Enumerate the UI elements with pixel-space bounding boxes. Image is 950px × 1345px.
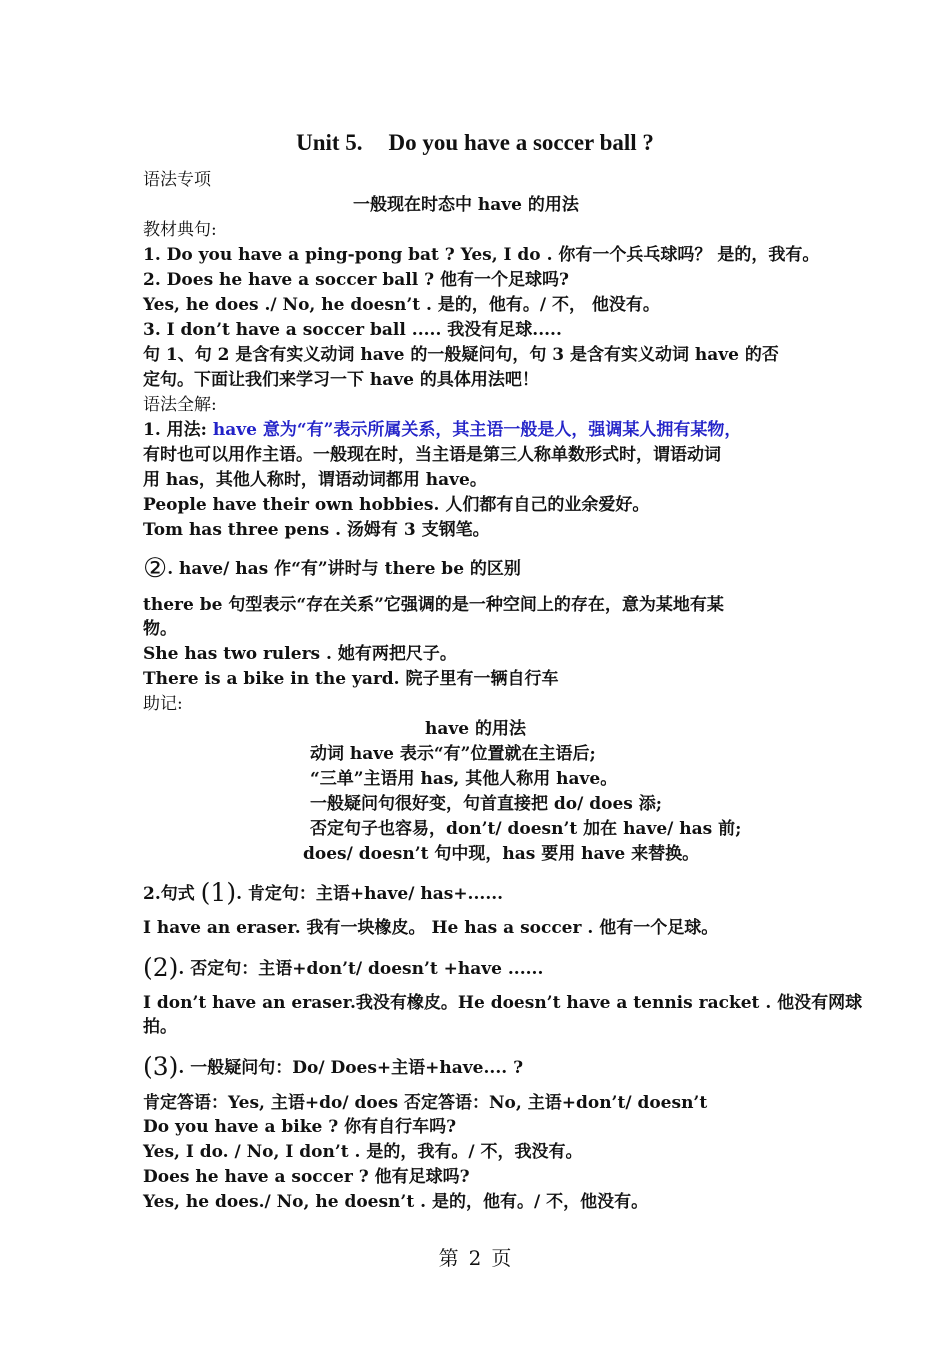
- examples-heading: 教材典句:: [143, 220, 217, 240]
- pattern-negative: [143, 953, 544, 982]
- pattern-text: . 肯定句：主语+have/ has+......: [236, 884, 504, 904]
- pattern-example: Do you have a bike ? 你有自行车吗?: [143, 1117, 457, 1137]
- poem-title: have 的用法: [425, 719, 526, 739]
- intro-line: 句 1、句 2 是含有实义动词 have 的一般疑问句，句 3 是含有实义动词 have 的否: [143, 345, 779, 365]
- difference-heading: [143, 553, 521, 584]
- pattern-text: . 一般疑问句：Do/ Does+主语+have.... ?: [178, 1058, 524, 1078]
- analysis-heading: 语法全解:: [143, 395, 217, 415]
- usage-line: 用 has，其他人称时，谓语动词都用 have。: [143, 470, 487, 490]
- usage-example: People have their own hobbies. 人们都有自己的业余爱好。: [143, 495, 650, 515]
- subtitle: 一般现在时态中 have 的用法: [353, 195, 579, 215]
- pattern-affirmative: [143, 878, 504, 907]
- pattern-example: I don’t have an eraser.我没有橡皮。He doesn’t have a tennis racket . 他没有网球: [143, 993, 863, 1013]
- difference-explain: 物。: [143, 619, 177, 639]
- intro-line: 定句。下面让我们来学习一下 have 的具体用法吧！: [143, 370, 539, 390]
- pattern-marker-3: (3): [143, 1052, 179, 1081]
- pattern-example: 拍。: [143, 1017, 177, 1037]
- poem-line: 否定句子也容易，don’t/ doesn’t 加在 have/ has 前;: [310, 819, 742, 839]
- usage-highlight: have 意为“有”表示所属关系，其主语一般是人，强调某人拥有某物，: [212, 420, 742, 440]
- pattern-example: I have an eraser. 我有一块橡皮。 He has a soccer . 他有一个足球。: [143, 918, 719, 938]
- footer-suffix: 页: [491, 1246, 512, 1270]
- example-line: Yes, he does ./ No, he doesn’t . 是的，他有。/ 不， 他没有。: [143, 295, 660, 315]
- pattern-example: Yes, I do. / No, I don’t . 是的，我有。/ 不，我没有。: [143, 1142, 583, 1162]
- pattern-marker-2: (2): [143, 953, 179, 982]
- circled-two-marker: ②: [143, 553, 168, 584]
- difference-explain: there be 句型表示“存在关系”它强调的是一种空间上的存在，意为某地有某: [143, 595, 724, 615]
- page-title: [0, 130, 950, 156]
- usage-line: 有时也可以用作主语。一般现在时，当主语是第三人称单数形式时，谓语动词: [143, 445, 721, 465]
- poem-line: 动词 have 表示“有”位置就在主语后;: [310, 744, 596, 764]
- footer-prefix: 第: [438, 1246, 459, 1270]
- difference-heading-text: . have/ has 作“有”讲时与 there be 的区别: [167, 559, 521, 579]
- pattern-marker-1: (1): [200, 878, 237, 907]
- pattern-example: Yes, he does./ No, he doesn’t . 是的，他有。/ 不，他没有。: [143, 1192, 649, 1212]
- pattern-example: Does he have a soccer ? 他有足球吗?: [143, 1167, 470, 1187]
- example-line: 2. Does he have a soccer ball ? 他有一个足球吗?: [143, 270, 569, 290]
- difference-example: She has two rulers . 她有两把尺子。: [143, 644, 457, 664]
- pattern-label: 2.句式: [143, 884, 201, 904]
- example-line: 3. I don’t have a soccer ball ..... 我没有足球.....: [143, 320, 562, 340]
- answer-forms: 肯定答语：Yes, 主语+do/ does 否定答语：No, 主语+don’t/ doesn’t: [143, 1093, 708, 1113]
- page-number: 2: [468, 1246, 482, 1270]
- memory-heading: 助记:: [143, 694, 183, 714]
- example-line: 1. Do you have a ping-pong bat ? Yes, I do . 你有一个兵乓球吗？ 是的，我有。: [143, 245, 820, 265]
- usage-example: Tom has three pens . 汤姆有 3 支钢笔。: [143, 520, 490, 540]
- usage-line: [143, 419, 741, 441]
- section-label: 语法专项: [143, 170, 211, 190]
- poem-line: does/ doesn’t 句中现，has 要用 have 来替换。: [303, 844, 700, 864]
- difference-example: There is a bike in the yard. 院子里有一辆自行车: [143, 669, 559, 689]
- pattern-question: [143, 1052, 524, 1081]
- unit-question: Do you have a soccer ball ?: [388, 130, 654, 155]
- pattern-text: . 否定句：主语+don’t/ doesn’t +have ......: [178, 959, 544, 979]
- page-number-footer: [0, 1242, 950, 1271]
- usage-prefix: 1. 用法:: [143, 420, 213, 440]
- unit-label: Unit 5.: [296, 130, 363, 155]
- poem-line: “三单”主语用 has, 其他人称用 have。: [310, 769, 618, 789]
- poem-line: 一般疑问句很好变，句首直接把 do/ does 添;: [310, 794, 663, 814]
